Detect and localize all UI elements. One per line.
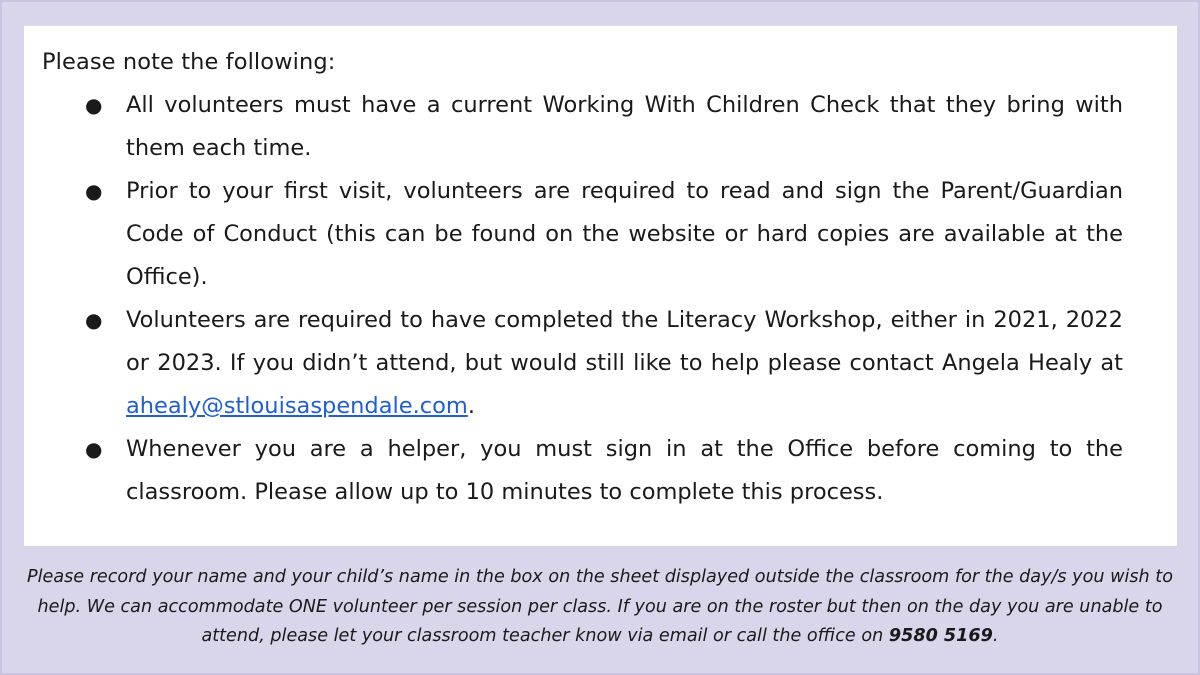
list-item xyxy=(42,428,1123,514)
bullet-icon: ● xyxy=(85,437,103,461)
footer-note xyxy=(14,563,1186,652)
list-item xyxy=(42,84,1123,170)
footer-text: Please record your name and your child’s name in the box on the sheet displayed outside the classroom for the day/s you wish to help. We can accommodate ONE volunteer per session per class. If you are on the roster but then on the day you are unable to attend, please let your classroom teacher know via email or call the office on xyxy=(27,567,1173,646)
footer-end: . xyxy=(992,626,999,646)
notice-card xyxy=(24,26,1177,546)
office-phone: 9580 5169 xyxy=(888,626,993,646)
list-item xyxy=(42,170,1123,299)
list-item-text: Volunteers are required to have completed the Literacy Workshop, either in 2021, 2022 or 2023. If you didn’t attend, but would still like to help please contact Angela Healy at xyxy=(126,307,1123,376)
email-link[interactable]: ahealy@stlouisaspendale.com xyxy=(126,393,468,419)
list-item xyxy=(42,299,1123,428)
list-item-text-end: . xyxy=(467,393,475,419)
bullet-icon: ● xyxy=(85,308,103,332)
notice-list xyxy=(42,84,1123,514)
list-item-text: All volunteers must have a current Working With Children Check that they bring with them each time. xyxy=(126,92,1123,161)
list-item-text: Prior to your first visit, volunteers are required to read and sign the Parent/Guardian Code of Conduct (this can be found on the website or hard copies are available at the Office). xyxy=(126,178,1123,290)
bullet-icon: ● xyxy=(85,93,103,117)
list-item-text: Whenever you are a helper, you must sign in at the Office before coming to the classroom. Please allow up to 10 minutes to complete this process. xyxy=(126,436,1123,505)
bullet-icon: ● xyxy=(85,179,103,203)
notice-intro: Please note the following: xyxy=(42,49,336,75)
